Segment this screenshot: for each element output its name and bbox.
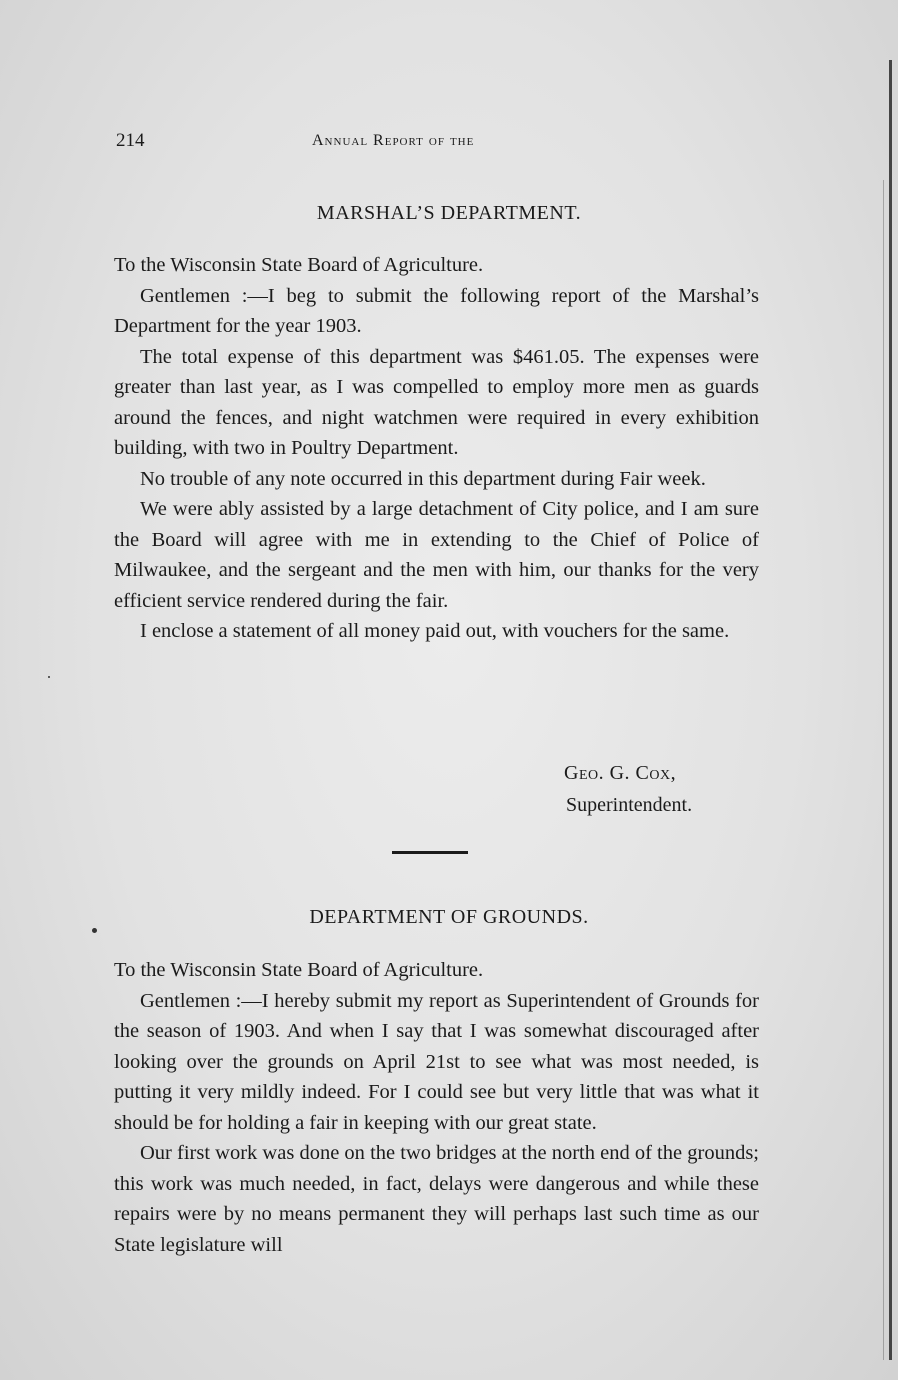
section-divider [392,851,468,854]
marshal-paragraph: We were ably assisted by a large detachment of City police, and I am sure the Board will agree with me in extending to the Chief of Police of Milwaukee, and the sergeant and the men with him, our thanks for the very efficient service rendered during the fair. [114,498,759,612]
marshal-body [114,250,759,647]
signature-title: Superintendent. [566,794,693,816]
ink-speck [92,928,97,933]
running-head: Annual Report of the [312,132,475,149]
marshal-paragraph: Gentlemen :—I beg to submit the following report of the Marshal’s Department for the year 1903. [114,284,759,337]
grounds-body [114,955,759,1260]
signature-name: Geo. G. Cox, [564,762,677,784]
ink-speck [48,676,50,678]
page-edge-line [883,180,884,1360]
marshal-section-title: MARSHAL’S DEPARTMENT. [316,202,582,224]
marshal-paragraph: I enclose a statement of all money paid out, with vouchers for the same. [140,620,730,642]
grounds-paragraph: Gentlemen :—I hereby submit my report as Superintendent of Grounds for the season of 1903. And when I say that I was somewhat discouraged after looking over the grounds on April 21st to see what was most needed, is putting it very mildly indeed. For I could see but very little that was what it should be for holding a fair in keeping with our great state. [114,989,759,1134]
grounds-salutation: To the Wisconsin State Board of Agriculture. [114,959,484,981]
marshal-paragraph: The total expense of this department was $461.05. The expenses were greater than last year, as I was compelled to employ more men as guards around the fences, and night watchmen were required in every exhibition building, with two in Poultry Department. [114,345,759,459]
grounds-section-title: DEPARTMENT OF GROUNDS. [309,906,589,928]
grounds-paragraph: Our first work was done on the two bridges at the north end of the grounds; this work was much needed, in fact, delays were dangerous and while these repairs were by no means permanent they will perhaps last such time as our State legislature will [114,1142,759,1256]
marshal-salutation: To the Wisconsin State Board of Agriculture. [114,254,484,276]
page-edge-shadow [889,60,892,1360]
page-header [116,130,748,160]
marshal-paragraph: No trouble of any note occurred in this department during Fair week. [140,467,706,490]
page-number: 214 [116,130,145,151]
